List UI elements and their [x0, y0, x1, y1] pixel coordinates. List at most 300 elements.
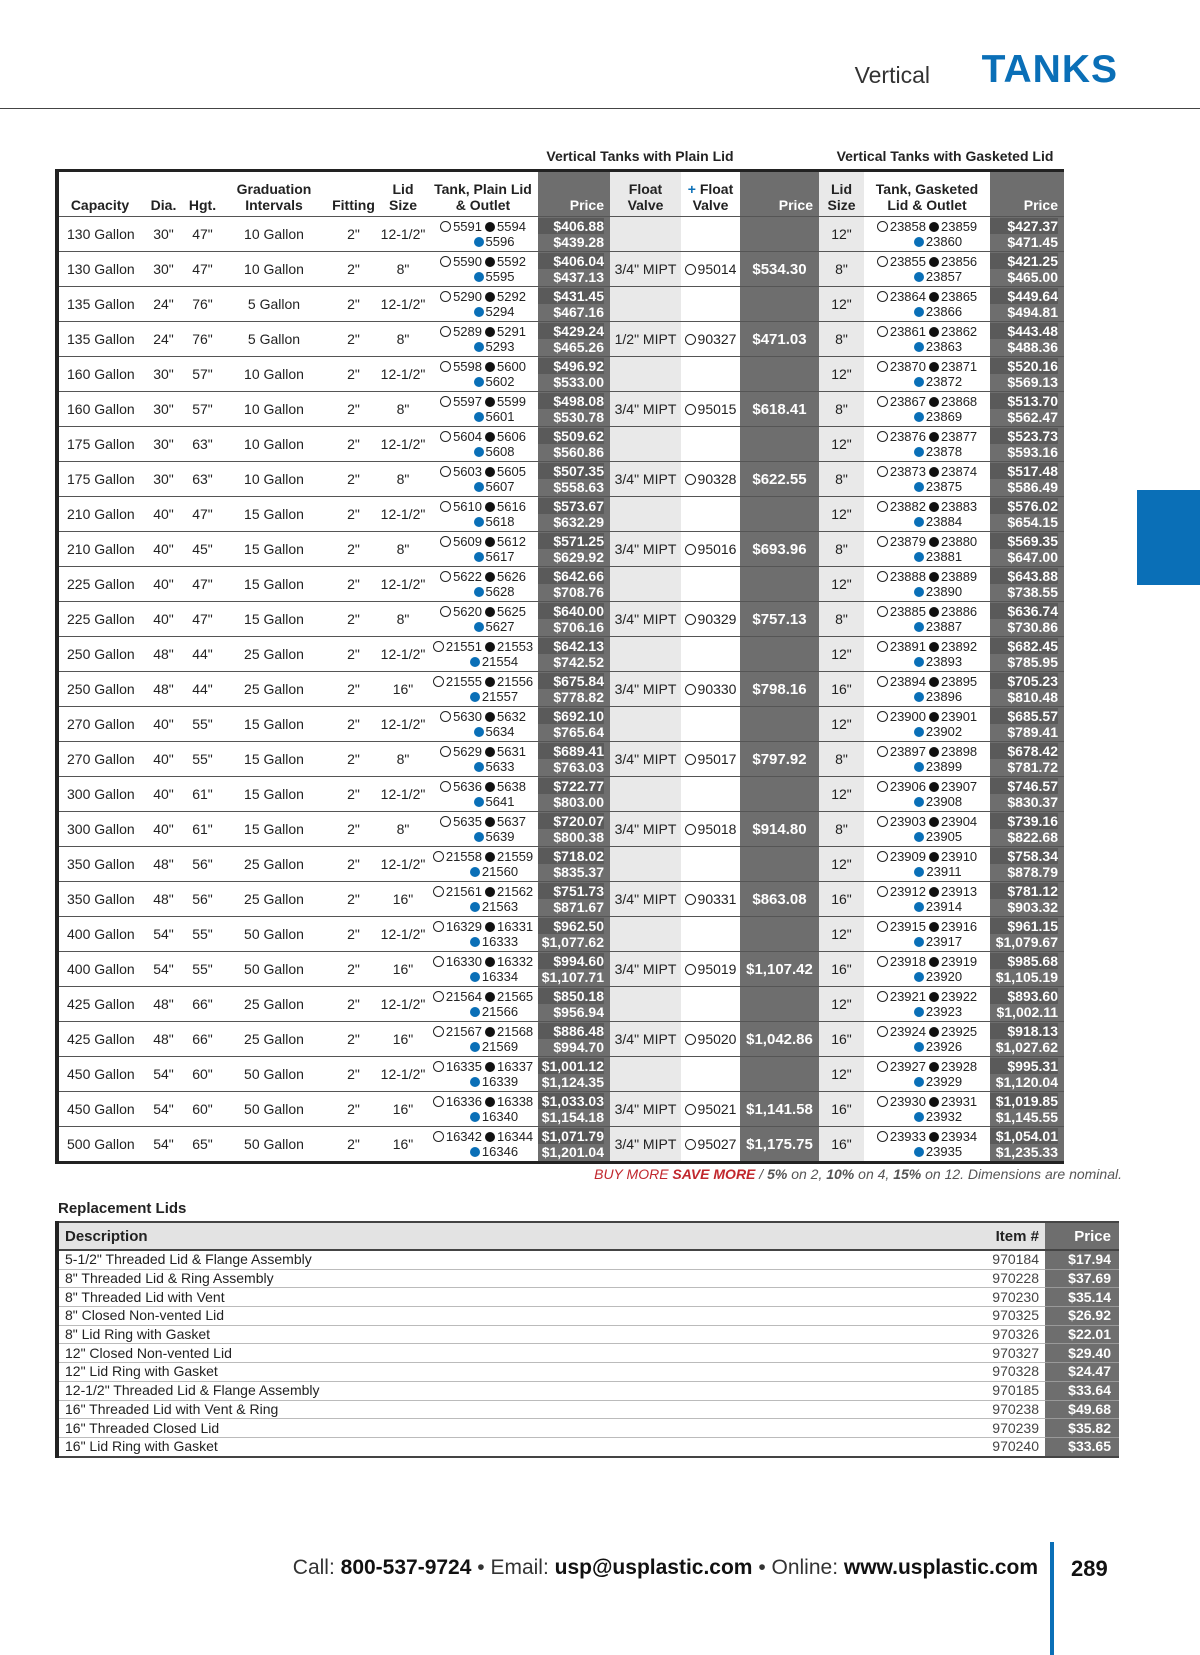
item-number[interactable]: 5629: [453, 744, 482, 759]
gasket-price-cell: [990, 532, 1064, 567]
item-number[interactable]: 23934: [941, 1129, 978, 1144]
lid-item-number[interactable]: 970185: [981, 1381, 1045, 1400]
item-number[interactable]: 23858: [889, 219, 926, 234]
lid-description: 16" Threaded Lid with Vent & Ring: [57, 1400, 981, 1419]
item-number[interactable]: 23928: [941, 1059, 978, 1074]
item-number[interactable]: 23909: [889, 849, 926, 864]
item-number[interactable]: 21555: [445, 674, 482, 689]
item-number[interactable]: 23874: [941, 464, 978, 479]
item-number[interactable]: 23866: [925, 304, 963, 319]
price-value: $738.55: [1007, 584, 1058, 600]
capacity-cell: 160 Gallon: [57, 357, 141, 392]
item-number[interactable]: 23891: [889, 639, 926, 654]
item-number[interactable]: 23872: [925, 374, 963, 389]
item-number[interactable]: 23878: [925, 444, 963, 459]
price-value: $439.28: [553, 234, 604, 250]
item-number[interactable]: 23921: [889, 989, 926, 1004]
item-number[interactable]: 23871: [941, 359, 978, 374]
graduation-cell: 15 Gallon: [219, 812, 329, 847]
item-number[interactable]: 5605: [497, 464, 526, 479]
item-number[interactable]: 23923: [925, 1004, 963, 1019]
price-value: $509.62: [538, 428, 604, 444]
float-valve-item-cell: [681, 497, 740, 532]
gasket-tank-item-numbers: [864, 1057, 990, 1092]
gasket-lid-size-cell: 12": [819, 777, 864, 812]
item-number[interactable]: 23861: [889, 324, 926, 339]
item-number[interactable]: 23892: [941, 639, 978, 654]
lid-item-number[interactable]: 970325: [981, 1307, 1045, 1326]
price-value: $1,120.04: [995, 1074, 1058, 1090]
item-number[interactable]: 21562: [497, 884, 534, 899]
float-price-cell: $863.08: [740, 882, 819, 917]
open-circle-icon: [685, 1034, 696, 1045]
price-value: $705.23: [990, 673, 1058, 689]
dia-cell: 54": [141, 1127, 186, 1163]
item-number[interactable]: 5625: [497, 604, 526, 619]
item-number[interactable]: 5631: [497, 744, 526, 759]
item-number[interactable]: 23882: [889, 499, 926, 514]
item-number[interactable]: 23914: [925, 899, 963, 914]
item-number[interactable]: 23932: [925, 1109, 963, 1124]
item-number[interactable]: 16338: [497, 1094, 534, 1109]
open-circle-icon: [877, 326, 888, 337]
lid-description: 8" Closed Non-vented Lid: [57, 1307, 981, 1326]
capacity-cell: 175 Gallon: [57, 427, 141, 462]
item-number[interactable]: 23915: [889, 919, 926, 934]
item-number[interactable]: 5591: [453, 219, 482, 234]
page-number: 289: [1071, 1556, 1108, 1581]
item-number[interactable]: 23862: [941, 324, 978, 339]
item-number[interactable]: 5630: [453, 709, 482, 724]
item-number[interactable]: 5633: [485, 759, 515, 774]
gasket-tank-item-numbers: [864, 217, 990, 252]
price-value: $994.60: [538, 953, 604, 969]
lid-size-cell: 8": [378, 532, 428, 567]
item-number[interactable]: 21557: [481, 689, 519, 704]
item-number[interactable]: 23855: [889, 254, 926, 269]
open-circle-icon: [877, 256, 888, 267]
item-number[interactable]: 16329: [445, 919, 482, 934]
item-number[interactable]: 23926: [925, 1039, 963, 1054]
price-value: $1,054.01: [990, 1128, 1058, 1144]
tank-item-numbers: [428, 1127, 538, 1163]
item-number[interactable]: 23893: [925, 654, 963, 669]
item-number[interactable]: 23929: [925, 1074, 963, 1089]
item-number[interactable]: 5595: [485, 269, 515, 284]
item-number[interactable]: 23930: [889, 1094, 926, 1109]
filled-circle-icon: [929, 467, 939, 477]
price-cell: [538, 322, 610, 357]
item-number[interactable]: 21556: [497, 674, 534, 689]
item-number[interactable]: 23899: [925, 759, 963, 774]
lid-row: [57, 1344, 1119, 1363]
item-number[interactable]: 5617: [485, 549, 515, 564]
item-number[interactable]: 23901: [941, 709, 978, 724]
price-value: $718.02: [538, 848, 604, 864]
gasket-price-cell: [990, 742, 1064, 777]
item-number[interactable]: 23863: [925, 339, 963, 354]
item-number[interactable]: 16336: [445, 1094, 482, 1109]
item-number[interactable]: 23867: [889, 394, 926, 409]
item-number[interactable]: 23920: [925, 969, 963, 984]
item-number[interactable]: 23902: [925, 724, 963, 739]
item-number[interactable]: 16333: [481, 934, 519, 949]
item-number[interactable]: 23933: [889, 1129, 926, 1144]
graduation-cell: 15 Gallon: [219, 707, 329, 742]
item-number[interactable]: 5632: [497, 709, 526, 724]
open-circle-icon: [433, 1026, 444, 1037]
item-number[interactable]: 23904: [941, 814, 978, 829]
item-number[interactable]: 5292: [497, 289, 526, 304]
graduation-cell: 15 Gallon: [219, 777, 329, 812]
filled-circle-icon: [929, 327, 939, 337]
item-number[interactable]: 23898: [941, 744, 978, 759]
item-number[interactable]: 5638: [497, 779, 526, 794]
price-value: $751.73: [538, 883, 604, 899]
filled-circle-icon: [485, 957, 495, 967]
item-number[interactable]: 23881: [925, 549, 963, 564]
blue-circle-icon: [474, 482, 484, 492]
item-number[interactable]: 5594: [497, 219, 526, 234]
tank-item-numbers: [428, 637, 538, 672]
item-number[interactable]: 95027: [697, 1136, 737, 1152]
item-number[interactable]: 23924: [889, 1024, 926, 1039]
blue-circle-icon: [914, 587, 924, 597]
item-number[interactable]: 23879: [889, 534, 926, 549]
item-number[interactable]: 16335: [445, 1059, 482, 1074]
item-number[interactable]: 23895: [941, 674, 978, 689]
item-number[interactable]: 23935: [925, 1144, 963, 1159]
item-number[interactable]: 23890: [925, 584, 963, 599]
item-number[interactable]: 95019: [697, 961, 737, 977]
buy-more-note: BUY MORE SAVE MORE / 5% on 2, 10% on 4, 15% on 12. Dimensions are nominal.: [594, 1166, 1122, 1182]
item-number[interactable]: 23894: [889, 674, 926, 689]
filled-circle-icon: [485, 677, 495, 687]
item-number[interactable]: 90327: [697, 331, 737, 347]
float-valve-item-cell: [681, 322, 740, 357]
item-number[interactable]: 21568: [497, 1024, 534, 1039]
blue-circle-icon: [914, 972, 924, 982]
item-number[interactable]: 5607: [485, 479, 515, 494]
item-number[interactable]: 23870: [889, 359, 926, 374]
item-number[interactable]: 16346: [481, 1144, 519, 1159]
lid-item-number[interactable]: 970230: [981, 1288, 1045, 1307]
blue-circle-icon: [914, 902, 924, 912]
blue-circle-icon: [914, 552, 924, 562]
capacity-cell: 425 Gallon: [57, 1022, 141, 1057]
price-value: $467.16: [553, 304, 604, 320]
float-valve-cell: [610, 847, 681, 882]
item-number[interactable]: 23876: [889, 429, 926, 444]
item-number[interactable]: 5294: [485, 304, 515, 319]
item-number[interactable]: 23868: [941, 394, 978, 409]
item-number[interactable]: 23931: [941, 1094, 978, 1109]
graduation-cell: 10 Gallon: [219, 392, 329, 427]
open-circle-icon: [877, 886, 888, 897]
item-number[interactable]: 5616: [497, 499, 526, 514]
lid-price: $35.82: [1045, 1419, 1119, 1438]
gasket-tank-item-numbers: [864, 742, 990, 777]
price-value: $533.00: [553, 374, 604, 390]
graduation-cell: 50 Gallon: [219, 917, 329, 952]
item-number[interactable]: 5610: [453, 499, 482, 514]
item-number[interactable]: 21563: [481, 899, 519, 914]
price-value: $1,002.11: [996, 1004, 1058, 1020]
filled-circle-icon: [485, 257, 495, 267]
filled-circle-icon: [929, 712, 939, 722]
item-number[interactable]: 23857: [925, 269, 963, 284]
item-number[interactable]: 95021: [697, 1101, 737, 1117]
item-number[interactable]: 5609: [453, 534, 482, 549]
item-number[interactable]: 23856: [941, 254, 978, 269]
item-number[interactable]: 23865: [941, 289, 978, 304]
filled-circle-icon: [929, 1132, 939, 1142]
lid-description: 12" Closed Non-vented Lid: [57, 1344, 981, 1363]
item-number[interactable]: 23917: [925, 934, 963, 949]
item-number[interactable]: 23912: [889, 884, 926, 899]
item-number[interactable]: 23905: [925, 829, 963, 844]
item-number[interactable]: 95016: [697, 541, 737, 557]
item-number[interactable]: 5608: [485, 444, 515, 459]
filled-circle-icon: [485, 222, 495, 232]
item-number[interactable]: 21554: [481, 654, 519, 669]
item-number[interactable]: 23896: [925, 689, 963, 704]
item-number[interactable]: 23911: [926, 864, 962, 879]
item-number[interactable]: 5290: [453, 289, 482, 304]
item-number[interactable]: 90328: [697, 471, 737, 487]
item-number[interactable]: 16340: [481, 1109, 519, 1124]
item-number[interactable]: 5596: [485, 234, 515, 249]
item-number[interactable]: 16339: [481, 1074, 519, 1089]
item-number[interactable]: 5636: [453, 779, 482, 794]
item-number[interactable]: 23927: [889, 1059, 926, 1074]
item-number[interactable]: 95020: [697, 1031, 737, 1047]
item-number[interactable]: 5293: [485, 339, 515, 354]
item-number[interactable]: 23860: [925, 234, 963, 249]
item-number[interactable]: 23900: [889, 709, 926, 724]
item-number[interactable]: 23897: [889, 744, 926, 759]
item-number[interactable]: 23922: [941, 989, 978, 1004]
tank-item-numbers: [428, 987, 538, 1022]
hgt-cell: 45": [186, 532, 219, 567]
lid-size-cell: 12-1/2": [378, 357, 428, 392]
capacity-cell: 300 Gallon: [57, 812, 141, 847]
item-number[interactable]: 5612: [497, 534, 526, 549]
item-number[interactable]: 23886: [941, 604, 978, 619]
item-number[interactable]: 23859: [941, 219, 978, 234]
open-circle-icon: [433, 921, 444, 932]
item-number[interactable]: 21560: [481, 864, 519, 879]
price-cell: [538, 952, 610, 987]
item-number[interactable]: 23885: [889, 604, 926, 619]
lid-item-number[interactable]: 970228: [981, 1269, 1045, 1288]
graduation-cell: 50 Gallon: [219, 1057, 329, 1092]
item-number[interactable]: 23877: [941, 429, 978, 444]
hgt-cell: 66": [186, 987, 219, 1022]
item-number[interactable]: 23864: [889, 289, 926, 304]
blue-circle-icon: [474, 447, 484, 457]
price-value: $893.60: [990, 988, 1058, 1004]
item-number[interactable]: 21559: [497, 849, 534, 864]
open-circle-icon: [433, 991, 444, 1002]
item-number[interactable]: 21551: [445, 639, 482, 654]
item-number[interactable]: 5626: [497, 569, 526, 584]
item-number[interactable]: 21566: [481, 1004, 519, 1019]
item-number[interactable]: 16332: [497, 954, 534, 969]
item-number[interactable]: 16334: [481, 969, 519, 984]
dia-cell: 48": [141, 637, 186, 672]
item-number[interactable]: 16342: [445, 1129, 482, 1144]
item-number[interactable]: 5597: [453, 394, 482, 409]
item-number[interactable]: 23875: [925, 479, 963, 494]
item-number[interactable]: 5599: [497, 394, 526, 409]
capacity-cell: 225 Gallon: [57, 567, 141, 602]
item-number[interactable]: 5601: [485, 409, 515, 424]
price-value: $498.08: [538, 393, 604, 409]
item-number[interactable]: 16337: [497, 1059, 534, 1074]
item-number[interactable]: 5598: [453, 359, 482, 374]
item-number[interactable]: 23873: [889, 464, 926, 479]
lid-size-cell: 8": [378, 462, 428, 497]
float-valve-item-cell: [681, 392, 740, 427]
float-valve-item-cell: [681, 427, 740, 462]
section-tab-marker: [1137, 490, 1200, 585]
item-number[interactable]: 23880: [941, 534, 978, 549]
filled-circle-icon: [485, 537, 495, 547]
lid-item-number[interactable]: 970184: [981, 1250, 1045, 1269]
item-number[interactable]: 23869: [925, 409, 963, 424]
open-circle-icon: [877, 746, 888, 757]
item-number[interactable]: 21558: [445, 849, 482, 864]
item-number[interactable]: 5641: [485, 794, 515, 809]
item-number[interactable]: 5590: [453, 254, 482, 269]
item-number[interactable]: 16330: [445, 954, 482, 969]
price-cell: [538, 882, 610, 917]
open-circle-icon: [877, 921, 888, 932]
item-number[interactable]: 90329: [697, 611, 737, 627]
item-number[interactable]: 5602: [485, 374, 515, 389]
item-number[interactable]: 23903: [889, 814, 926, 829]
item-number[interactable]: 23888: [889, 569, 926, 584]
price-value: $431.45: [538, 288, 604, 304]
item-number[interactable]: 23913: [941, 884, 978, 899]
item-number[interactable]: 23918: [889, 954, 926, 969]
item-number[interactable]: 21553: [497, 639, 534, 654]
lid-item-number[interactable]: 970239: [981, 1419, 1045, 1438]
gasket-price-cell: [990, 777, 1064, 812]
item-number[interactable]: 95015: [697, 401, 737, 417]
item-number[interactable]: 95018: [697, 821, 737, 837]
float-valve-item-cell: [681, 987, 740, 1022]
item-number[interactable]: 23919: [941, 954, 978, 969]
blue-circle-icon: [914, 517, 924, 527]
page-footer: [0, 1548, 1200, 1655]
lid-item-number[interactable]: 970238: [981, 1400, 1045, 1419]
item-number[interactable]: 21569: [481, 1039, 519, 1054]
dia-cell: 48": [141, 847, 186, 882]
lid-item-number[interactable]: 970327: [981, 1344, 1045, 1363]
gasket-lid-size-cell: 12": [819, 847, 864, 882]
item-number[interactable]: 5291: [497, 324, 526, 339]
item-number[interactable]: 5289: [453, 324, 482, 339]
hgt-cell: 76": [186, 322, 219, 357]
float-price-cell: $471.03: [740, 322, 819, 357]
table-row: [57, 1057, 1064, 1092]
item-number[interactable]: 23910: [941, 849, 978, 864]
item-number[interactable]: 21565: [497, 989, 534, 1004]
graduation-cell: 15 Gallon: [219, 602, 329, 637]
item-number[interactable]: 90330: [697, 681, 737, 697]
item-number[interactable]: 23906: [889, 779, 926, 794]
item-number[interactable]: 5635: [453, 814, 482, 829]
item-number[interactable]: 23916: [941, 919, 978, 934]
item-number[interactable]: 23925: [941, 1024, 978, 1039]
item-number[interactable]: 5592: [497, 254, 526, 269]
fitting-cell: 2": [329, 882, 378, 917]
fitting-cell: 2": [329, 1092, 378, 1127]
item-number[interactable]: 16344: [497, 1129, 534, 1144]
table-row: [57, 777, 1064, 812]
blue-circle-icon: [914, 1042, 924, 1052]
tank-item-numbers: [428, 742, 538, 777]
blue-circle-icon: [914, 762, 924, 772]
item-number[interactable]: 16331: [497, 919, 534, 934]
phone-number[interactable]: 800-537-9724: [340, 1556, 472, 1579]
item-number[interactable]: 21567: [445, 1024, 482, 1039]
item-number[interactable]: 5634: [485, 724, 515, 739]
gasket-lid-size-cell: 16": [819, 952, 864, 987]
item-number[interactable]: 5637: [497, 814, 526, 829]
blue-circle-icon: [470, 972, 480, 982]
item-number[interactable]: 95017: [697, 751, 737, 767]
lid-row: [57, 1419, 1119, 1438]
item-number[interactable]: 5604: [453, 429, 482, 444]
item-number[interactable]: 23887: [925, 619, 963, 634]
filled-circle-icon: [485, 292, 495, 302]
item-number[interactable]: 95014: [697, 261, 737, 277]
item-number[interactable]: 5628: [485, 584, 515, 599]
item-number[interactable]: 23884: [925, 514, 963, 529]
lid-item-number[interactable]: 970326: [981, 1325, 1045, 1344]
website-link[interactable]: www.usplastic.com: [843, 1556, 1038, 1579]
item-number[interactable]: 5603: [453, 464, 482, 479]
item-number[interactable]: 5606: [497, 429, 526, 444]
item-number[interactable]: 5622: [453, 569, 482, 584]
price-cell: [538, 427, 610, 462]
lid-item-number[interactable]: 970328: [981, 1363, 1045, 1382]
item-number[interactable]: 23907: [941, 779, 978, 794]
item-number[interactable]: 5627: [485, 619, 515, 634]
item-number[interactable]: 21564: [445, 989, 482, 1004]
item-number[interactable]: 23908: [925, 794, 963, 809]
item-number[interactable]: 23883: [941, 499, 978, 514]
item-number[interactable]: 5618: [485, 514, 515, 529]
item-number[interactable]: 90331: [697, 891, 737, 907]
float-valve-cell: 3/4" MIPT: [610, 1092, 681, 1127]
filled-circle-icon: [929, 292, 939, 302]
item-number[interactable]: 5639: [485, 829, 515, 844]
item-number[interactable]: 21561: [445, 884, 482, 899]
item-number[interactable]: 5600: [497, 359, 526, 374]
graduation-cell: 15 Gallon: [219, 742, 329, 777]
email-link[interactable]: usp@usplastic.com: [554, 1556, 753, 1579]
tank-item-numbers: [428, 602, 538, 637]
filled-circle-icon: [485, 1097, 495, 1107]
item-number[interactable]: 23889: [941, 569, 978, 584]
open-circle-icon: [877, 781, 888, 792]
item-number[interactable]: 5620: [453, 604, 482, 619]
lid-item-number[interactable]: 970240: [981, 1437, 1045, 1456]
